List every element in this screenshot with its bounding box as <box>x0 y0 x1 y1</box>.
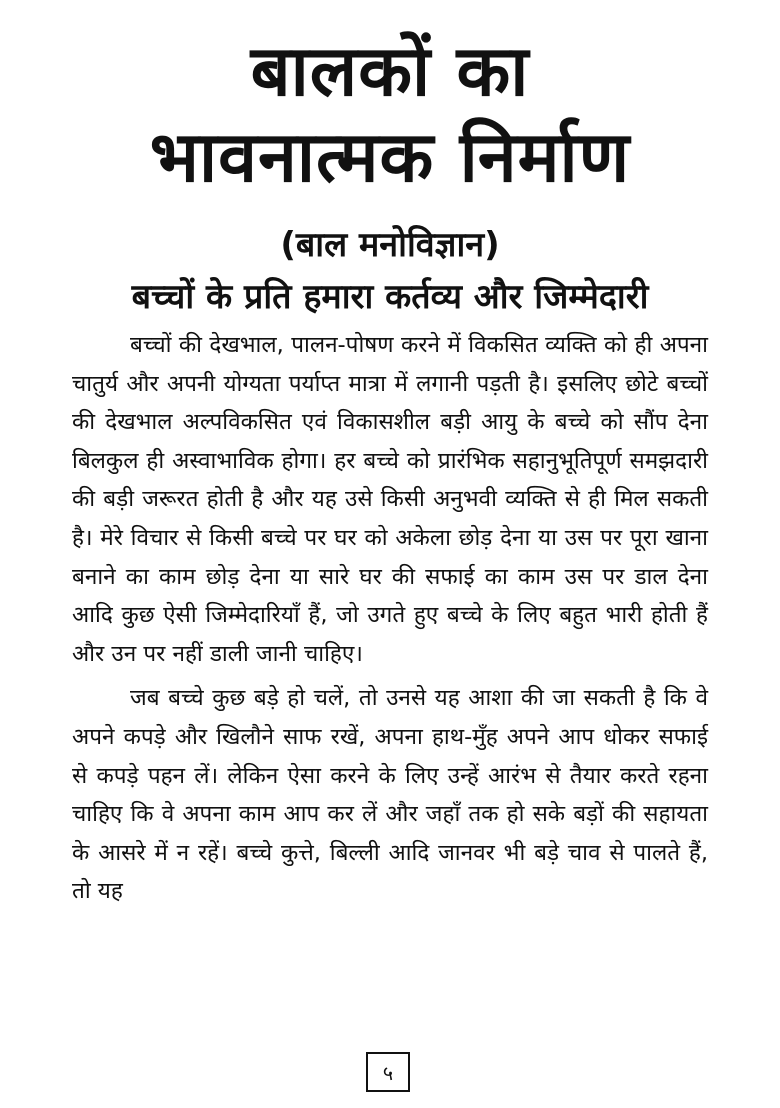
paragraph-2: जब बच्चे कुछ बड़े हो चलें, तो उनसे यह आशा की जा सकती है कि वे अपने कपड़े और खिलौने साफ रखें, अपना हाथ-मुँह अपने आप धोकर सफाई से कपड़े पहन लें। लेकिन ऐसा करने के लिए उन्हें आरंभ से तैयार करते रहना चाहिए कि वे अपना काम आप कर लें और जहाँ तक हो सके बड़ों की सहायता के आसरे में न रहें। बच्चे कुत्ते, बिल्ली आदि जानवर भी बड़े चाव से पालते हैं, तो यह <box>72 685 708 905</box>
section-heading: बच्चों के प्रति हमारा कर्तव्य और जिम्मेदारी <box>131 277 649 317</box>
page-title <box>72 28 708 200</box>
title-line-1: बालकों का <box>250 30 530 112</box>
paragraph-1: बच्चों की देखभाल, पालन-पोषण करने में विकसित व्यक्ति को ही अपना चातुर्य और अपनी योग्यता पर्याप्त मात्रा में लगानी पड़ती है। इसलिए छोटे बच्चों की देखभाल अल्पविकसित एवं विकासशील बड़ी आयु के बच्चे को सौंप देना बिलकुल ही अस्वाभाविक होगा। हर बच्चे को प्रारंभिक सहानुभूतिपूर्ण समझदारी की बड़ी जरूरत होती है और यह उसे किसी अनुभवी व्यक्ति से ही मिल सकती है। मेरे विचार से किसी बच्चे पर घर को अकेला छोड़ देना या उस पर पूरा खाना बनाने का काम छोड़ देना या सारे घर की सफाई का काम उस पर डाल देना आदि कुछ ऐसी जिम्मेदारियाँ हैं, जो उगते हुए बच्चे के लिए बहुत भारी होती हैं और उन पर नहीं डाली जानी चाहिए। <box>72 332 708 667</box>
page-number: ५ <box>366 1052 410 1092</box>
body-text <box>72 326 708 911</box>
subtitle: (बाल मनोविज्ञान) <box>280 225 500 265</box>
title-line-2: भावनात्मक निर्माण <box>149 116 631 198</box>
